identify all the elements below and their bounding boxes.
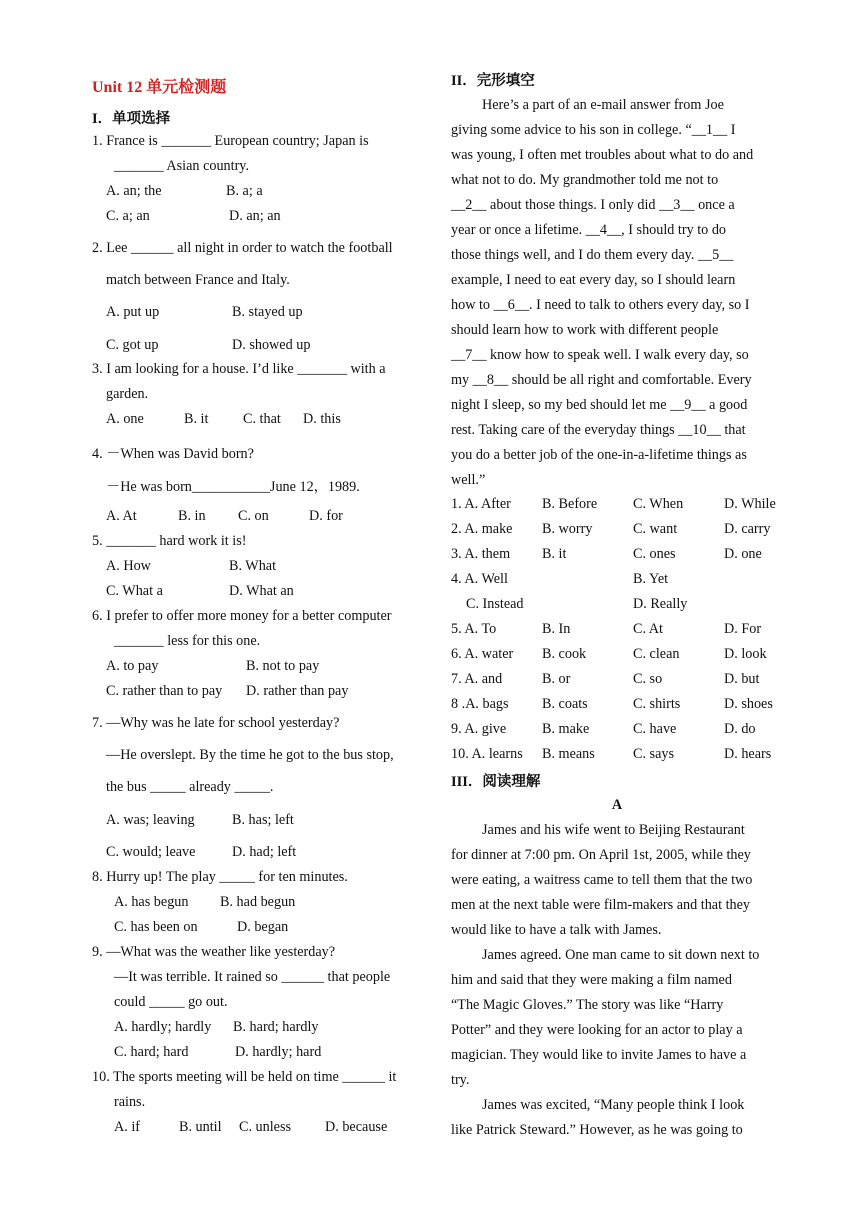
- option: B. or: [542, 671, 571, 687]
- option: D. for: [309, 508, 343, 524]
- option: C. hard; hard: [114, 1044, 189, 1060]
- option: 9. A. give: [451, 721, 507, 737]
- option: D. one: [724, 546, 762, 562]
- passage-line: how to __6__. I need to talk to others every day, so I: [451, 297, 750, 313]
- question-text: 5. _______ hard work it is!: [92, 533, 247, 549]
- option: 1. A. After: [451, 496, 511, 512]
- option: D. rather than pay: [246, 683, 349, 699]
- passage-line: try.: [451, 1072, 470, 1088]
- option: C. When: [633, 496, 684, 512]
- option: A. one: [106, 411, 144, 427]
- option: B. had begun: [220, 894, 296, 910]
- question-text: _______ Asian country.: [114, 158, 250, 174]
- passage-line: my __8__ should be all right and comfortable. Every: [451, 372, 752, 388]
- section-heading: I．单项选择: [92, 111, 171, 127]
- passage-line: rest. Taking care of the everyday things __10__ that: [451, 422, 746, 438]
- option: D. this: [303, 411, 341, 427]
- section-heading: II．完形填空: [451, 73, 535, 89]
- option: D. shoes: [724, 696, 773, 712]
- passage-line: Potter” and they were looking for an actor to play a: [451, 1022, 743, 1038]
- passage-line: men at the next table were film-makers and that they: [451, 897, 751, 913]
- option: D. hears: [724, 746, 772, 762]
- passage-line: what not to do. My grandmother told me not to: [451, 172, 719, 188]
- option: D. do: [724, 721, 756, 737]
- option: B. it: [184, 411, 209, 427]
- option: A. an; the: [106, 183, 162, 199]
- option: D. had; left: [232, 844, 297, 860]
- option: B. in: [178, 508, 206, 524]
- question-text: －He was born___________June 12，1989.: [106, 479, 360, 495]
- option: B. make: [542, 721, 590, 737]
- option: C. have: [633, 721, 677, 737]
- option: B. Yet: [633, 571, 669, 587]
- option: C. has been on: [114, 919, 198, 935]
- option: 2. A. make: [451, 521, 513, 537]
- option: C. want: [633, 521, 678, 537]
- option: B. coats: [542, 696, 588, 712]
- option: C. that: [243, 411, 281, 427]
- passage-line: well.”: [451, 472, 486, 488]
- passage-line: for dinner at 7:00 pm. On April 1st, 2005, while they: [451, 847, 751, 863]
- option: B. has; left: [232, 812, 294, 828]
- option: A. has begun: [114, 894, 189, 910]
- option: C. clean: [633, 646, 680, 662]
- question-text: garden.: [106, 386, 149, 402]
- passage-line: “The Magic Gloves.” The story was like “Harry: [451, 997, 724, 1013]
- passage-line: __2__ about those things. I only did __3__ once a: [451, 197, 735, 213]
- option: B. hard; hardly: [233, 1019, 319, 1035]
- option: B. not to pay: [246, 658, 320, 674]
- option: 3. A. them: [451, 546, 511, 562]
- option: C. says: [633, 746, 674, 762]
- section-heading: III．阅读理解: [451, 774, 541, 790]
- question-text: match between France and Italy.: [106, 272, 290, 288]
- option: D. While: [724, 496, 776, 512]
- option: C. At: [633, 621, 663, 637]
- page-title: Unit 12 单元检测题: [92, 79, 227, 96]
- option: C. rather than to pay: [106, 683, 223, 699]
- option: D. an; an: [229, 208, 281, 224]
- option: C. ones: [633, 546, 676, 562]
- option: A. put up: [106, 304, 160, 320]
- question-text: could _____ go out.: [114, 994, 228, 1010]
- option: B. What: [229, 558, 277, 574]
- passage-label: A: [611, 797, 623, 813]
- option: A. At: [106, 508, 137, 524]
- option: C. so: [633, 671, 663, 687]
- option: A. hardly; hardly: [114, 1019, 212, 1035]
- option: C. would; leave: [106, 844, 196, 860]
- option: C. got up: [106, 337, 159, 353]
- option: D. What an: [229, 583, 294, 599]
- passage-line: was young, I often met troubles about what to do and: [451, 147, 754, 163]
- passage-line: __7__ know how to speak well. I walk every day, so: [451, 347, 749, 363]
- question-text: 3. I am looking for a house. I’d like _______ with a: [92, 361, 386, 377]
- option: B. a; a: [226, 183, 263, 199]
- option: D. For: [724, 621, 762, 637]
- question-text: —It was terrible. It rained so ______ that people: [114, 969, 391, 985]
- question-text: 2. Lee ______ all night in order to watch the football: [92, 240, 393, 256]
- passage-line: Here’s a part of an e-mail answer from Joe: [482, 97, 724, 113]
- option: D. Really: [633, 596, 688, 612]
- passage-line: like Patrick Steward.” However, as he was going to: [451, 1122, 743, 1138]
- option: 10. A. learns: [451, 746, 523, 762]
- option: B. worry: [542, 521, 593, 537]
- option: D. look: [724, 646, 767, 662]
- passage-line: should learn how to work with different people: [451, 322, 719, 338]
- passage-line: those things well, and I do them every day. __5__: [451, 247, 734, 263]
- passage-line: him and said that they were making a film named: [451, 972, 732, 988]
- passage-line: would like to have a talk with James.: [451, 922, 662, 938]
- question-text: _______ less for this one.: [114, 633, 261, 649]
- question-text: the bus _____ already _____.: [106, 779, 274, 795]
- question-text: 10. The sports meeting will be held on time ______ it: [92, 1069, 397, 1085]
- option: C. Instead: [466, 596, 524, 612]
- option: 8 .A. bags: [451, 696, 509, 712]
- passage-line: James and his wife went to Beijing Restaurant: [482, 822, 745, 838]
- question-text: rains.: [114, 1094, 146, 1110]
- option: D. began: [237, 919, 289, 935]
- option: D. showed up: [232, 337, 311, 353]
- question-text: 1. France is _______ European country; Japan is: [92, 133, 369, 149]
- option: C. a; an: [106, 208, 150, 224]
- question-text: 9. —What was the weather like yesterday?: [92, 944, 336, 960]
- question-text: —He overslept. By the time he got to the bus stop,: [106, 747, 394, 763]
- passage-line: magician. They would like to invite James to have a: [451, 1047, 747, 1063]
- option: 5. A. To: [451, 621, 497, 637]
- option: D. because: [325, 1119, 388, 1135]
- option: B. In: [542, 621, 571, 637]
- option: C. unless: [239, 1119, 292, 1135]
- passage-line: were eating, a waitress came to tell them that the two: [451, 872, 753, 888]
- option: B. means: [542, 746, 595, 762]
- passage-line: year or once a lifetime. __4__, I should try to do: [451, 222, 727, 238]
- option: A. How: [106, 558, 151, 574]
- passage-line: night I sleep, so my bed should let me __9__ a good: [451, 397, 748, 413]
- passage-line: James was excited, “Many people think I look: [482, 1097, 745, 1113]
- option: A. was; leaving: [106, 812, 195, 828]
- option: B. stayed up: [232, 304, 303, 320]
- option: A. if: [114, 1119, 141, 1135]
- option: 6. A. water: [451, 646, 514, 662]
- passage-line: you do a better job of the one-in-a-lifetime things as: [451, 447, 747, 463]
- option: C. on: [238, 508, 269, 524]
- option: D. hardly; hard: [235, 1044, 322, 1060]
- option: C. shirts: [633, 696, 681, 712]
- question-text: 8. Hurry up! The play _____ for ten minutes.: [92, 869, 348, 885]
- option: B. until: [179, 1119, 222, 1135]
- passage-line: example, I need to eat every day, so I should learn: [451, 272, 736, 288]
- option: C. What a: [106, 583, 163, 599]
- option: D. carry: [724, 521, 771, 537]
- question-text: 6. I prefer to offer more money for a better computer: [92, 608, 392, 624]
- option: B. Before: [542, 496, 598, 512]
- passage-line: giving some advice to his son in college. “__1__ I: [451, 122, 736, 138]
- option: B. cook: [542, 646, 587, 662]
- option: 4. A. Well: [451, 571, 508, 587]
- option: 7. A. and: [451, 671, 503, 687]
- option: D. but: [724, 671, 760, 687]
- option: A. to pay: [106, 658, 159, 674]
- option: B. it: [542, 546, 567, 562]
- question-text: 4. －When was David born?: [92, 446, 254, 462]
- question-text: 7. —Why was he late for school yesterday?: [92, 715, 340, 731]
- passage-line: James agreed. One man came to sit down next to: [482, 947, 760, 963]
